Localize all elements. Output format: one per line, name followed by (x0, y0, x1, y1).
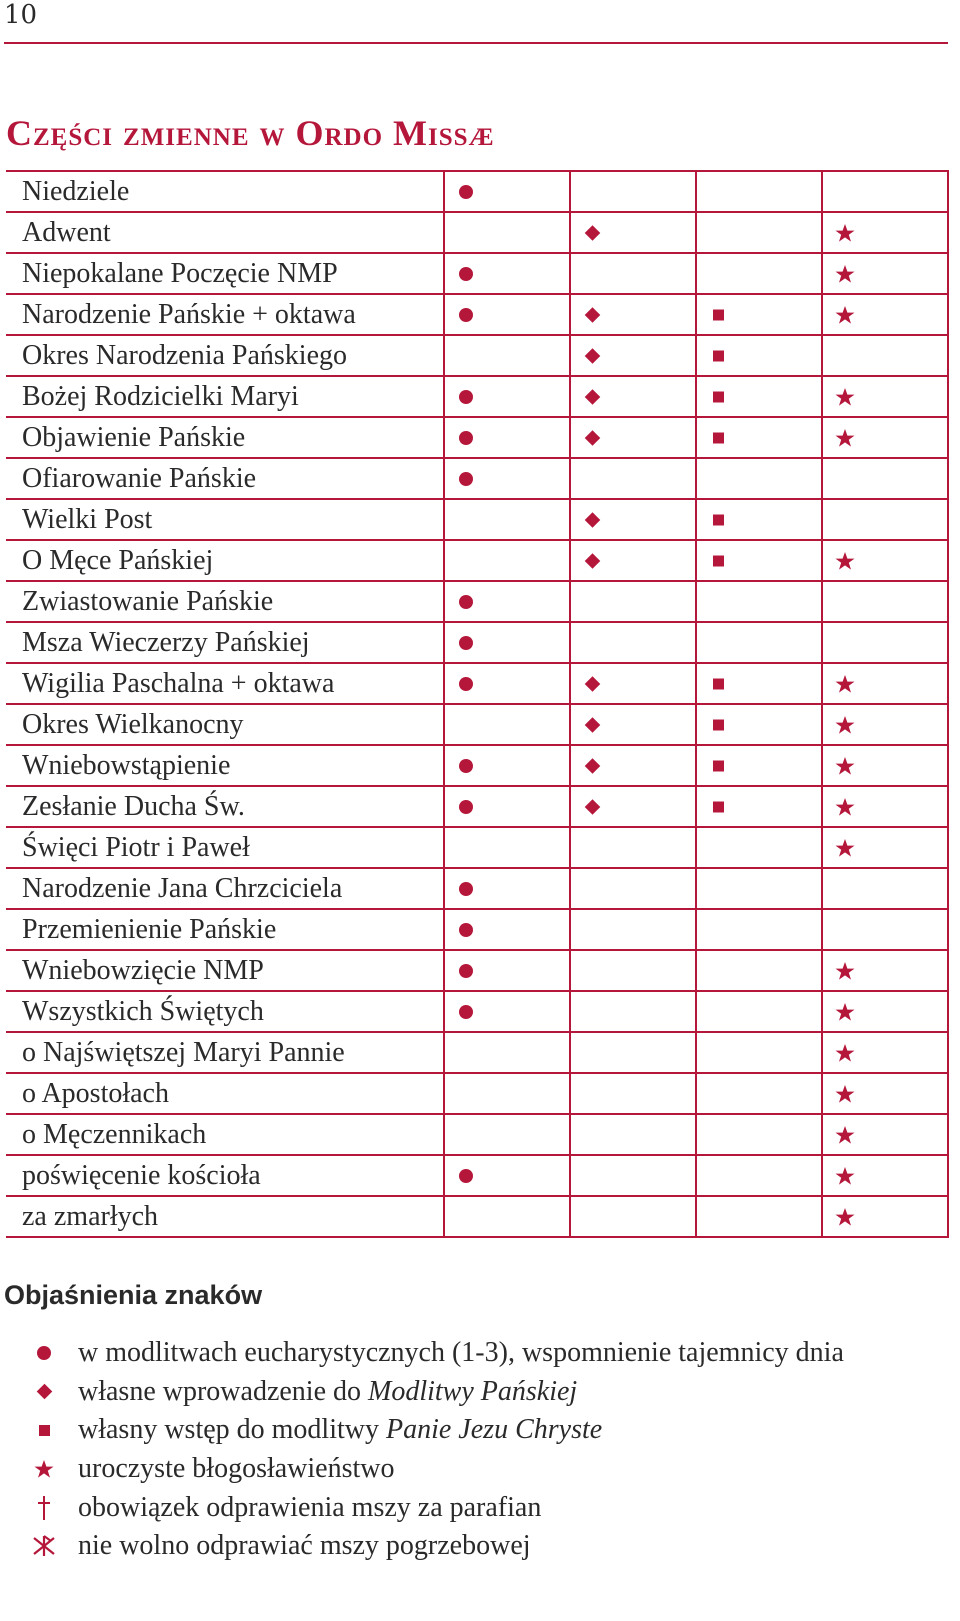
mark-cell (822, 335, 948, 376)
table-row (6, 540, 948, 581)
legend-item (30, 1450, 950, 1489)
row-label: Wniebowstąpienie (6, 745, 444, 786)
mark-cell (696, 745, 822, 786)
diamond-icon (585, 758, 601, 774)
mark-cell (696, 212, 822, 253)
table-row (6, 212, 948, 253)
mark-cell (570, 1114, 696, 1155)
mark-cell (822, 991, 948, 1032)
mark-cell (570, 376, 696, 417)
mark-cell (822, 868, 948, 909)
legend-symbol (30, 1532, 58, 1560)
square-icon (713, 678, 724, 689)
square-icon (713, 719, 724, 730)
dot-icon (459, 800, 473, 814)
square-icon (713, 514, 724, 525)
mark-cell (822, 540, 948, 581)
legend-symbol (30, 1378, 58, 1406)
mark-cell (696, 499, 822, 540)
legend-item (30, 1527, 950, 1566)
mark-cell (696, 335, 822, 376)
mark-cell (444, 540, 570, 581)
row-label: Wniebowzięcie NMP (6, 950, 444, 991)
row-label: Zwiastowanie Pańskie (6, 581, 444, 622)
table-row (6, 253, 948, 294)
square-icon (713, 391, 724, 402)
row-label: poświęcenie kościoła (6, 1155, 444, 1196)
mark-cell (696, 704, 822, 745)
mark-cell (444, 417, 570, 458)
mark-cell (822, 1155, 948, 1196)
legend-symbol (30, 1494, 58, 1522)
diamond-icon (585, 389, 601, 405)
mark-cell (444, 1032, 570, 1073)
mark-cell (444, 1155, 570, 1196)
row-label: Objawienie Pańskie (6, 417, 444, 458)
row-label: o Najświętszej Maryi Pannie (6, 1032, 444, 1073)
legend-text (78, 1492, 541, 1524)
row-label: Wigilia Paschalna + oktawa (6, 663, 444, 704)
diamond-icon (585, 553, 601, 569)
row-label: Ofiarowanie Pańskie (6, 458, 444, 499)
mark-cell (444, 376, 570, 417)
dot-icon (459, 390, 473, 404)
dot-icon (459, 759, 473, 773)
mark-cell (444, 868, 570, 909)
legend-text (78, 1453, 395, 1485)
row-label: za zmarłych (6, 1196, 444, 1237)
dot-icon (459, 185, 473, 199)
mark-cell (570, 827, 696, 868)
mark-cell (696, 417, 822, 458)
mark-cell (822, 950, 948, 991)
table-row (6, 745, 948, 786)
row-label: Adwent (6, 212, 444, 253)
mark-cell (696, 376, 822, 417)
section-heading: Części zmienne w Ordo Missæ (6, 113, 495, 153)
mark-cell (444, 745, 570, 786)
table-row (6, 458, 948, 499)
row-label: Święci Piotr i Paweł (6, 827, 444, 868)
dot-icon (459, 923, 473, 937)
square-icon (713, 432, 724, 443)
mark-cell (696, 171, 822, 212)
mark-cell (696, 909, 822, 950)
mark-cell (696, 1196, 822, 1237)
diamond-icon (585, 799, 601, 815)
star-icon (835, 1002, 855, 1022)
mark-cell (696, 786, 822, 827)
mark-cell (444, 622, 570, 663)
legend-title: Objaśnienia znaków (4, 1280, 263, 1310)
mark-cell (444, 991, 570, 1032)
star-icon (835, 387, 855, 407)
table-row (6, 376, 948, 417)
row-label: Wszystkich Świętych (6, 991, 444, 1032)
mark-cell (570, 745, 696, 786)
ordo-missae-table (6, 170, 949, 1238)
legend-symbol (30, 1339, 58, 1367)
table-row (6, 1032, 948, 1073)
legend-text-plain: własne wprowadzenie do (78, 1375, 369, 1407)
mark-cell (570, 1073, 696, 1114)
legend-symbol (30, 1416, 58, 1444)
mark-cell (570, 417, 696, 458)
table-row (6, 786, 948, 827)
table-row (6, 1155, 948, 1196)
star-icon (835, 1125, 855, 1145)
table-row (6, 1073, 948, 1114)
star-icon (835, 961, 855, 981)
dagger-icon (36, 1495, 52, 1521)
mark-cell (570, 171, 696, 212)
mark-cell (570, 704, 696, 745)
star-icon (835, 551, 855, 571)
legend-item (30, 1411, 950, 1450)
table-row (6, 581, 948, 622)
mark-cell (822, 294, 948, 335)
mark-cell (696, 827, 822, 868)
mark-cell (822, 1073, 948, 1114)
mark-cell (570, 622, 696, 663)
mark-cell (822, 458, 948, 499)
mark-cell (444, 1196, 570, 1237)
legend-text-italic: Modlitwy Pańskiej (368, 1375, 578, 1407)
mark-cell (444, 253, 570, 294)
mark-cell (570, 253, 696, 294)
mark-cell (444, 663, 570, 704)
mark-cell (822, 745, 948, 786)
mark-cell (570, 786, 696, 827)
star-icon (835, 756, 855, 776)
legend-text (78, 1337, 844, 1369)
star-icon (835, 1166, 855, 1186)
chi-rho-cross-icon (31, 1535, 57, 1557)
star-icon (835, 428, 855, 448)
top-rule (4, 42, 948, 44)
mark-cell (570, 991, 696, 1032)
row-label: Wielki Post (6, 499, 444, 540)
mark-cell (696, 540, 822, 581)
table-row (6, 950, 948, 991)
mark-cell (444, 335, 570, 376)
mark-cell (570, 868, 696, 909)
mark-cell (444, 499, 570, 540)
mark-cell (822, 704, 948, 745)
mark-cell (570, 581, 696, 622)
mark-cell (822, 417, 948, 458)
mark-cell (570, 1032, 696, 1073)
table-row (6, 294, 948, 335)
diamond-icon (36, 1384, 52, 1400)
mark-cell (822, 376, 948, 417)
mark-cell (696, 1073, 822, 1114)
diamond-icon (585, 512, 601, 528)
dot-icon (459, 1169, 473, 1183)
mark-cell (570, 294, 696, 335)
star-icon (835, 838, 855, 858)
mark-cell (822, 1196, 948, 1237)
star-icon (835, 264, 855, 284)
mark-cell (822, 827, 948, 868)
square-icon (713, 555, 724, 566)
mark-cell (696, 294, 822, 335)
row-label: Niepokalane Poczęcie NMP (6, 253, 444, 294)
mark-cell (696, 253, 822, 294)
square-icon (39, 1425, 50, 1436)
legend-text (78, 1376, 577, 1408)
dot-icon (459, 882, 473, 896)
mark-cell (696, 1114, 822, 1155)
legend-text-plain: obowiązek odprawienia mszy za parafian (78, 1491, 542, 1523)
dot-icon (459, 595, 473, 609)
mark-cell (444, 827, 570, 868)
diamond-icon (585, 225, 601, 241)
mark-cell (822, 581, 948, 622)
table-row (6, 663, 948, 704)
dot-icon (459, 964, 473, 978)
mark-cell (444, 704, 570, 745)
square-icon (713, 350, 724, 361)
mark-cell (570, 458, 696, 499)
legend-item (30, 1334, 950, 1373)
mark-cell (570, 1196, 696, 1237)
dot-icon (459, 308, 473, 322)
mark-cell (696, 1032, 822, 1073)
table-row (6, 335, 948, 376)
diamond-icon (585, 430, 601, 446)
mark-cell (822, 499, 948, 540)
row-label: Narodzenie Pańskie + oktawa (6, 294, 444, 335)
legend-text-italic: Panie Jezu Chryste (386, 1414, 603, 1446)
page-number: 10 (4, 0, 38, 30)
legend-text-plain: własny wstęp do modlitwy (78, 1414, 386, 1446)
row-label: Bożej Rodzicielki Maryi (6, 376, 444, 417)
star-icon (835, 1084, 855, 1104)
mark-cell (570, 499, 696, 540)
mark-cell (696, 991, 822, 1032)
table-row (6, 868, 948, 909)
dot-icon (459, 472, 473, 486)
mark-cell (570, 663, 696, 704)
mark-cell (444, 212, 570, 253)
dot-icon (459, 1005, 473, 1019)
mark-cell (444, 1073, 570, 1114)
diamond-icon (585, 676, 601, 692)
mark-cell (444, 950, 570, 991)
dot-icon (459, 636, 473, 650)
row-label: Okres Narodzenia Pańskiego (6, 335, 444, 376)
row-label: Narodzenie Jana Chrzciciela (6, 868, 444, 909)
table-row (6, 171, 948, 212)
table-row (6, 417, 948, 458)
table-row (6, 499, 948, 540)
mark-cell (444, 294, 570, 335)
dot-icon (459, 677, 473, 691)
table-row (6, 622, 948, 663)
mark-cell (822, 1032, 948, 1073)
mark-cell (570, 950, 696, 991)
mark-cell (696, 458, 822, 499)
dot-icon (459, 431, 473, 445)
dot-icon (37, 1346, 51, 1360)
row-label: o Apostołach (6, 1073, 444, 1114)
star-icon (835, 223, 855, 243)
table-row (6, 704, 948, 745)
legend-text (78, 1414, 602, 1446)
legend-text-plain: nie wolno odprawiać mszy pogrzebowej (78, 1530, 531, 1562)
row-label: Niedziele (6, 171, 444, 212)
mark-cell (570, 1155, 696, 1196)
mark-cell (822, 909, 948, 950)
mark-cell (696, 868, 822, 909)
mark-cell (444, 458, 570, 499)
row-label: Przemienienie Pańskie (6, 909, 444, 950)
mark-cell (822, 212, 948, 253)
mark-cell (822, 663, 948, 704)
table-row (6, 991, 948, 1032)
mark-cell (570, 212, 696, 253)
mark-cell (822, 622, 948, 663)
mark-cell (696, 581, 822, 622)
mark-cell (696, 663, 822, 704)
row-label: o Męczennikach (6, 1114, 444, 1155)
mark-cell (444, 1114, 570, 1155)
legend-item (30, 1488, 950, 1527)
star-icon (835, 1207, 855, 1227)
table-row (6, 909, 948, 950)
star-icon (835, 305, 855, 325)
mark-cell (696, 1155, 822, 1196)
diamond-icon (585, 348, 601, 364)
mark-cell (444, 786, 570, 827)
table-row (6, 1114, 948, 1155)
mark-cell (822, 786, 948, 827)
row-label: O Męce Pańskiej (6, 540, 444, 581)
square-icon (713, 309, 724, 320)
star-icon (835, 674, 855, 694)
legend-text-plain: uroczyste błogosławieństwo (78, 1453, 395, 1485)
mark-cell (696, 622, 822, 663)
mark-cell (822, 253, 948, 294)
square-icon (713, 760, 724, 771)
legend-symbol (30, 1455, 58, 1483)
table-row (6, 827, 948, 868)
mark-cell (822, 171, 948, 212)
star-icon (835, 715, 855, 735)
mark-cell (444, 171, 570, 212)
legend-text (78, 1530, 531, 1562)
square-icon (713, 801, 724, 812)
legend-item (30, 1373, 950, 1412)
row-label: Okres Wielkanocny (6, 704, 444, 745)
mark-cell (696, 950, 822, 991)
mark-cell (822, 1114, 948, 1155)
mark-cell (444, 909, 570, 950)
row-label: Zesłanie Ducha Św. (6, 786, 444, 827)
dot-icon (459, 267, 473, 281)
legend-text-plain: w modlitwach eucharystycznych (1-3), wspomnienie tajemnicy dnia (78, 1337, 844, 1369)
diamond-icon (585, 717, 601, 733)
mark-cell (570, 909, 696, 950)
table-row (6, 1196, 948, 1237)
star-icon (835, 797, 855, 817)
row-label: Msza Wieczerzy Pańskiej (6, 622, 444, 663)
diamond-icon (585, 307, 601, 323)
legend-list (30, 1334, 950, 1566)
star-icon (34, 1459, 54, 1479)
mark-cell (444, 581, 570, 622)
mark-cell (570, 540, 696, 581)
mark-cell (570, 335, 696, 376)
star-icon (835, 1043, 855, 1063)
